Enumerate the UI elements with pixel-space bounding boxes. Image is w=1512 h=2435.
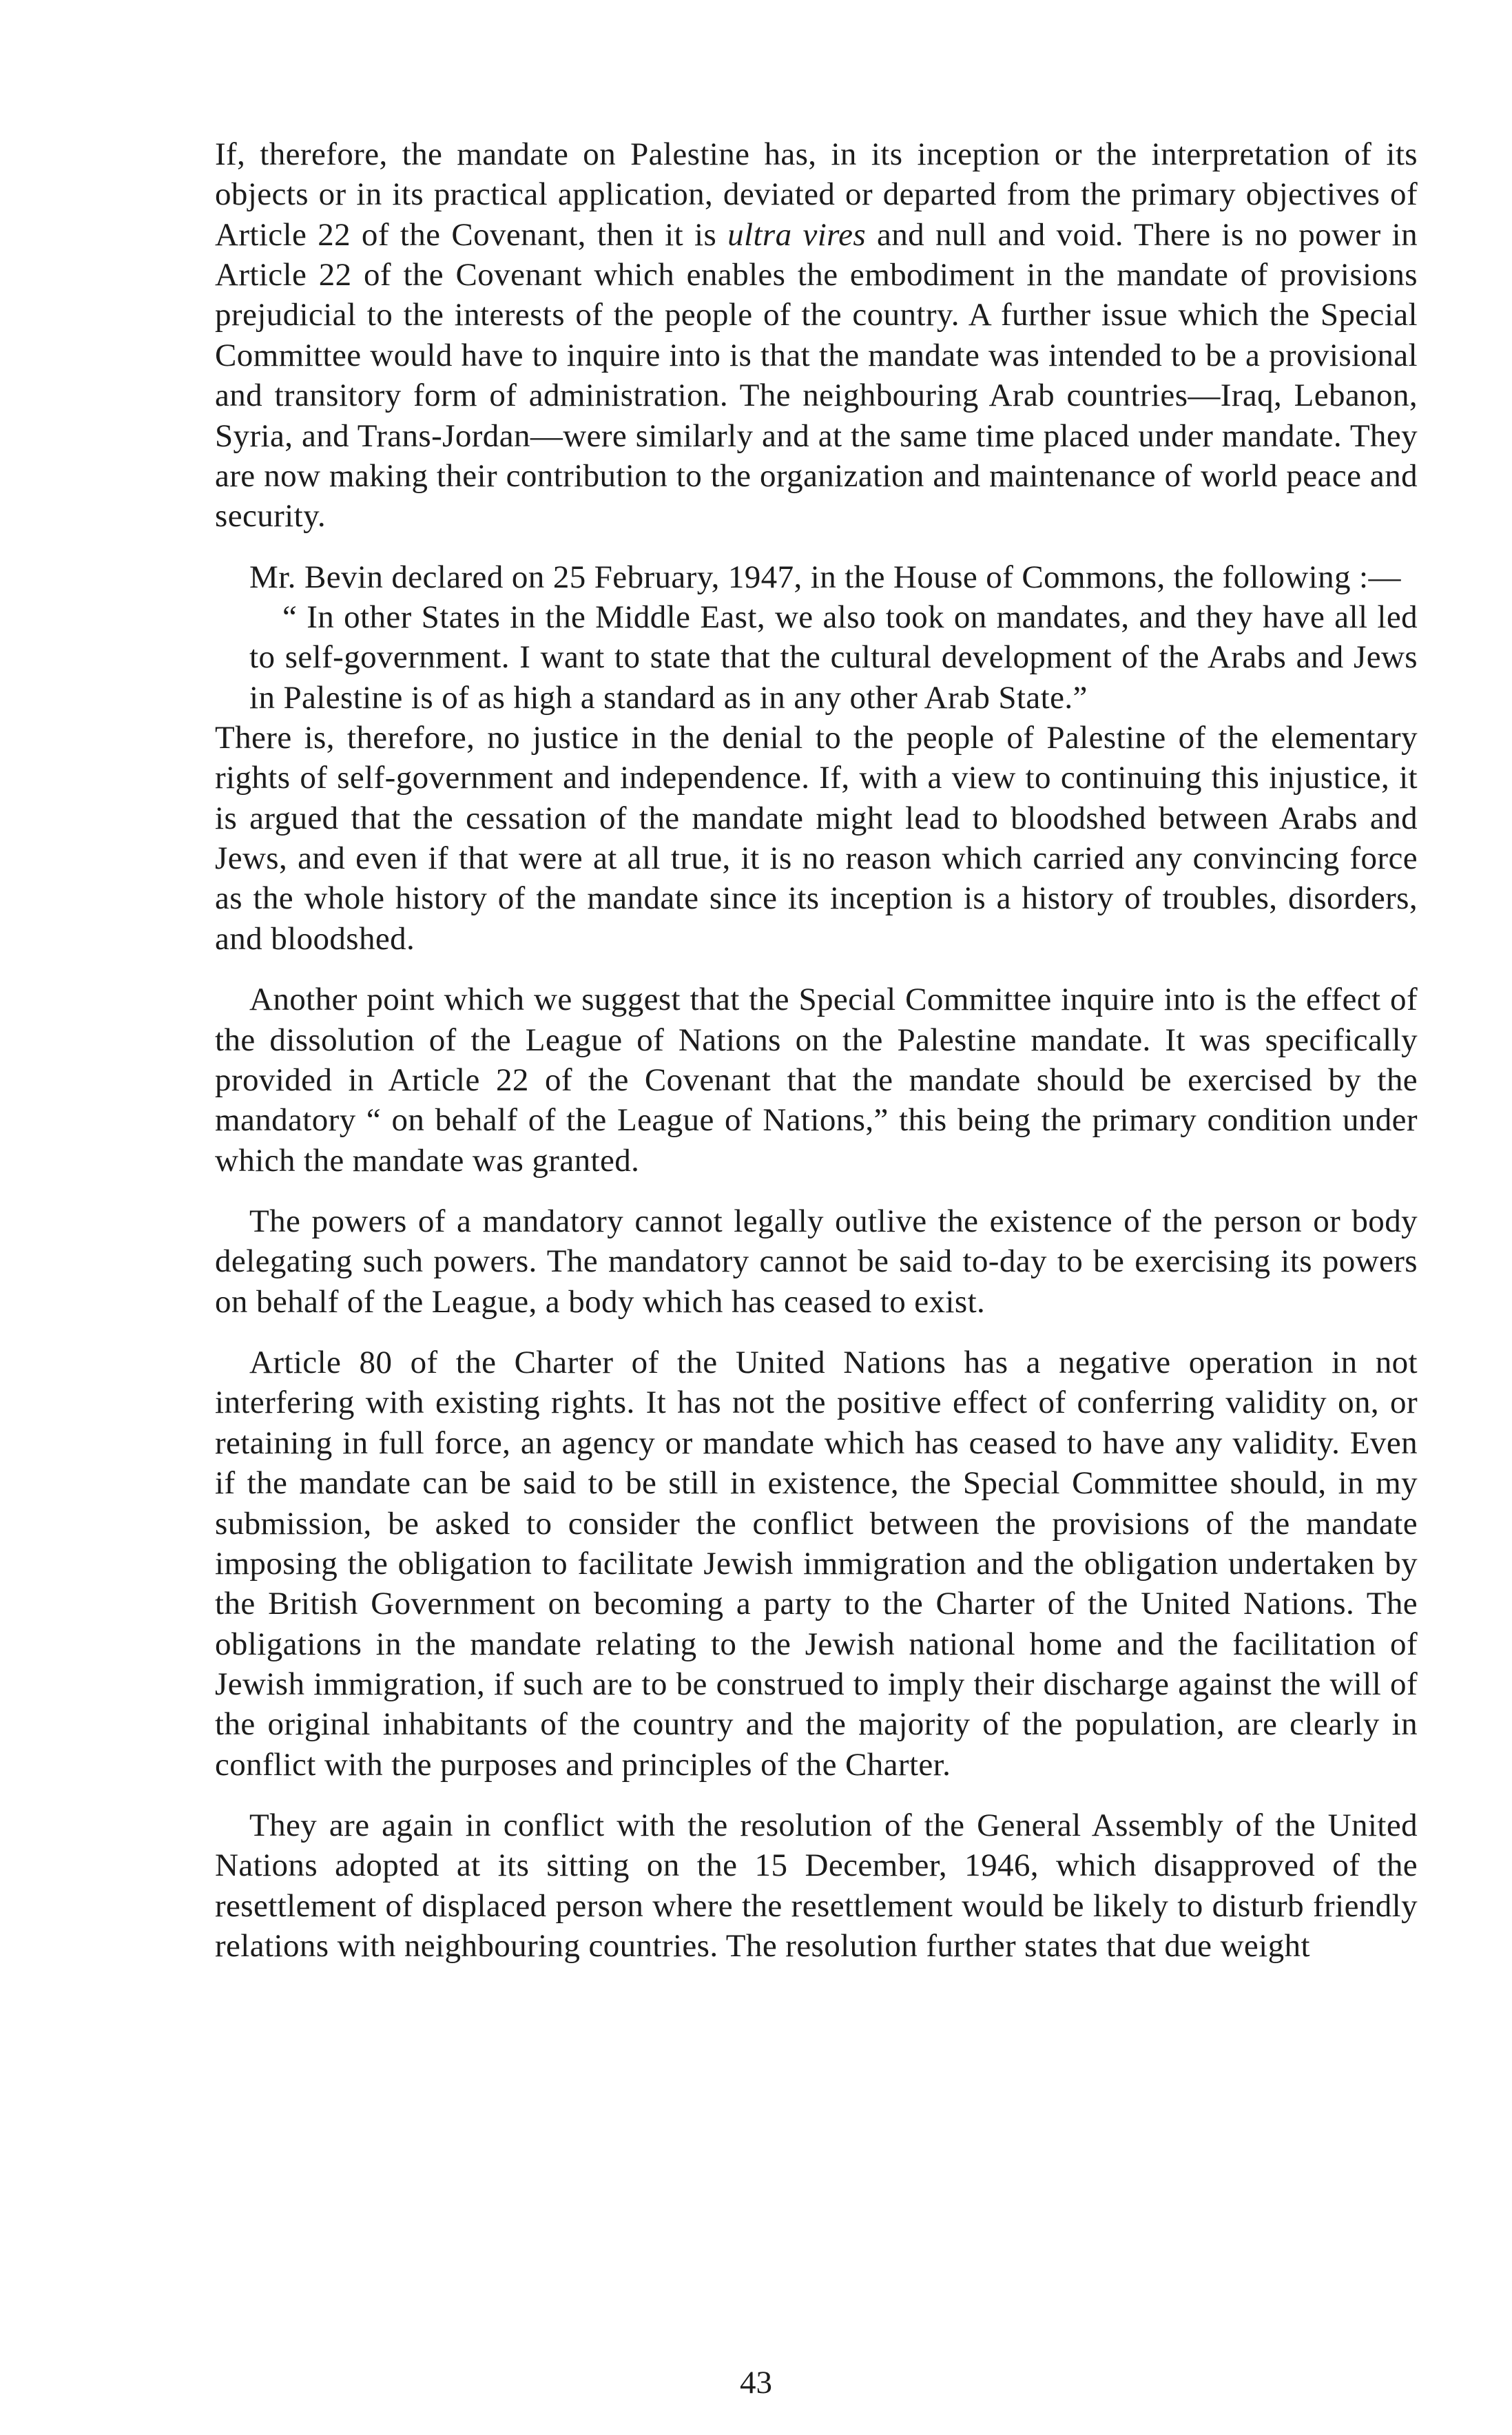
paragraph-text: If, therefore, the mandate on Palestine has, in its inception or the interpretation of its objects or in its practical application, deviated or departed from the primary objectives of Article 22 of the Covenant, then it is (215, 136, 1418, 253)
page-number: 43 (740, 2365, 772, 2401)
paragraph-justice: There is, therefore, no justice in the denial to the people of Palestine of the elementary rights of self-government and independence. If, with a view to continuing this injustice, it is argued that the cessation of the mandate might lead to bloodshed between Arabs and Jews, and even if that were at all true, it is no reason which carried any convincing force as the whole history of the mandate since its inception is a history of troubles, disorders, and bloodshed. (215, 720, 1418, 957)
paragraph-mandatory-powers: The powers of a mandatory cannot legally outlive the existence of the person or body delegating such powers. The mandatory cannot be said to-day to be exercising its powers on behalf of the League, a body which has ceased to exist. (215, 1203, 1418, 1320)
block-quote-bevin: “ In other States in the Middle East, we also took on mandates, and they have all led to self-government. I want to state that the cultural development of the Arabs and Jews in Palestine is of as high a standard as in any other Arab State.” (249, 599, 1418, 716)
paragraph-league-dissolution: Another point which we suggest that the Special Committee inquire into is the effect of the dissolution of the League of Nations on the Palestine mandate. It was specifically provided in Article 22 of the Covenant that the mandate should be exercised by the mandatory “ on behalf of the League of Nations,” this being the primary condition under which the mandate was granted. (215, 982, 1418, 1179)
paragraph-text: and null and void. There is no power in Article 22 of the Covenant which enables the embodiment in the mandate of provisions prejudicial to the interests of the people of the country. A further issue which the Special Committee would have to inquire into is that the mandate was intended to be a provisional and transitory form of administration. The neighbouring Arab countries—Iraq, Lebanon, Syria, and Trans-Jordan—were similarly and at the same time placed under mandate. They are now making their contribution to the organization and maintenance of world peace and security. (215, 216, 1418, 535)
paragraph-bevin-intro: Mr. Bevin declared on 25 February, 1947, in the House of Commons, the following :— (249, 559, 1401, 595)
italic-term: ultra vires (727, 216, 867, 253)
document-body (215, 134, 1418, 1966)
paragraph-ultra-vires (215, 134, 1418, 537)
paragraph-article-80: Article 80 of the Charter of the United Nations has a negative operation in not interfering with existing rights. It has not the positive effect of conferring validity on, or retaining in full force, an agency or mandate which has ceased to have any validity. Even if the mandate can be said to be still in existence, the Special Committee should, in my submission, be asked to consider the conflict between the provisions of the mandate imposing the obligation to facilitate Jewish immigration and the obligation undertaken by the British Government on becoming a party to the Charter of the United Nations. The obligations in the mandate relating to the Jewish national home and the facilitation of Jewish immigration, if such are to be construed to imply their discharge against the will of the original inhabitants of the country and the majority of the population, are clearly in conflict with the purposes and principles of the Charter. (215, 1345, 1418, 1783)
paragraph-general-assembly: They are again in conflict with the resolution of the General Assembly of the United Nations adopted at its sitting on the 15 December, 1946, which disapproved of the resettlement of displaced person where the resettlement would be likely to disturb friendly relations with neighbouring countries. The resolution further states that due weight (215, 1807, 1418, 1965)
